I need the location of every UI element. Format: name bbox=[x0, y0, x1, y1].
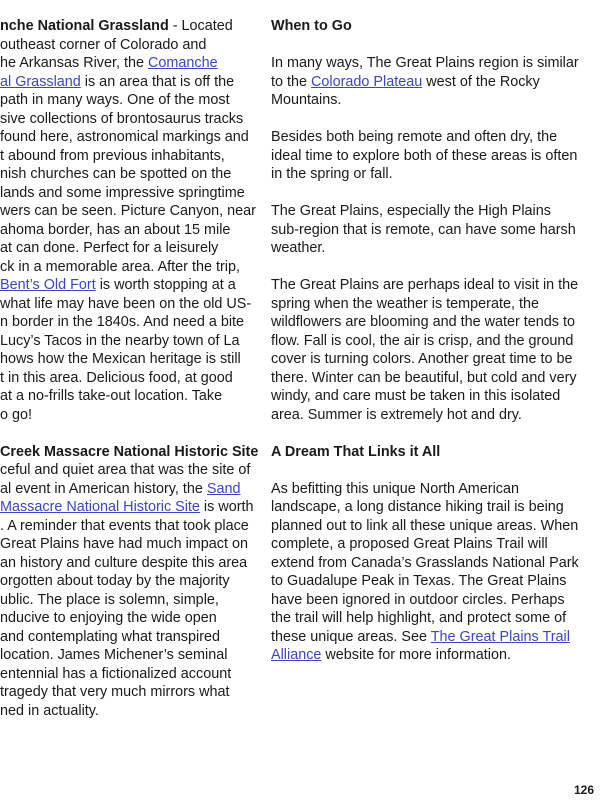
paragraph-remote: Besides both being remote and often dry, the ideal time to explore both of these areas is often in the spring or fall. bbox=[271, 129, 578, 182]
paragraph-trail bbox=[271, 480, 581, 665]
left-para-comanche bbox=[0, 17, 256, 424]
sand-creek-heading: Creek Massacre National Historic Site bbox=[0, 443, 259, 460]
page-number: 126 bbox=[573, 783, 594, 797]
text-line: entennial has a fictionalized account bbox=[0, 665, 232, 682]
colorado-plateau-link[interactable]: Colorado Plateau bbox=[311, 73, 423, 90]
text-line: is worth stopping at a bbox=[95, 277, 236, 293]
text-line: sive collections of brontosaurus tracks bbox=[0, 110, 244, 127]
great-plains-trail-alliance-link[interactable]: The Great Plains Trail Alliance bbox=[271, 628, 570, 663]
text-line: he Arkansas River, the bbox=[0, 55, 148, 71]
left-column bbox=[0, 17, 259, 720]
comanche-link-cont[interactable]: al Grassland bbox=[0, 73, 81, 90]
sand-creek-link-cont[interactable]: Massacre National Historic Site bbox=[0, 499, 200, 515]
text-line: - Located bbox=[168, 18, 233, 34]
text-line: ahoma border, has an about 15 mile bbox=[0, 221, 231, 238]
text-line: ned in actuality. bbox=[0, 702, 99, 719]
paragraph-weather: The Great Plains, especially the High Plains sub-region that is remote, can have some harsh weather. bbox=[271, 203, 576, 256]
dream-heading: A Dream That Links it All bbox=[271, 443, 441, 460]
bents-old-fort-link[interactable]: Bent’s Old Fort bbox=[0, 277, 96, 293]
text-line: nducive to enjoying the wide open bbox=[0, 610, 217, 626]
left-column-clip bbox=[0, 0, 260, 800]
text-line: at can done. Perfect for a leisurely bbox=[0, 240, 219, 256]
text-line: lands and some impressive springtime bbox=[0, 184, 245, 201]
text-line: n border in the 1840s. And need a bite bbox=[0, 314, 245, 330]
text-line: path in many ways. One of the most bbox=[0, 92, 230, 108]
text-span: In many ways, The Great Plains region is similar to the bbox=[271, 55, 579, 90]
text-line: is worth bbox=[199, 499, 254, 515]
text-line: ck in a memorable area. After the trip, bbox=[0, 258, 240, 275]
text-line: outheast corner of Colorado and bbox=[0, 36, 207, 53]
left-para-sand-creek bbox=[0, 443, 259, 721]
text-line: Great Plains have had much impact on bbox=[0, 536, 248, 552]
text-line: an history and culture despite this area bbox=[0, 554, 248, 571]
text-line: is an area that is off the bbox=[80, 73, 235, 90]
text-line: o go! bbox=[0, 406, 33, 423]
text-span: website for more information. bbox=[321, 647, 511, 663]
text-line: t in this area. Delicious food, at good bbox=[0, 369, 233, 386]
text-line: location. James Michener’s seminal bbox=[0, 647, 228, 663]
text-line: and contemplating what transpired bbox=[0, 628, 220, 645]
text-line: at a no-frills take-out location. Take bbox=[0, 388, 223, 404]
text-line: . A reminder that events that took place bbox=[0, 517, 249, 534]
paragraph-plateau bbox=[271, 54, 581, 110]
sand-creek-link[interactable]: Sand bbox=[206, 480, 241, 497]
comanche-heading: nche National Grassland bbox=[0, 18, 169, 34]
text-line: ublic. The place is solemn, simple, bbox=[0, 591, 219, 608]
text-line: Lucy’s Tacos in the nearby town of La bbox=[0, 332, 240, 349]
text-line: orgotten about today by the majority bbox=[0, 573, 230, 589]
paragraph-seasons: The Great Plains are perhaps ideal to visit in the spring when the weather is temperate, the wildflowers are blooming and the water tends to flow. Fall is cool, the air is crisp, and the ground cover is turning colors. Another great time to be there. Winter can be beautiful, but cold and very windy, and care must be taken in this isolated area. Summer is extremely hot and dry. bbox=[271, 277, 579, 423]
right-column bbox=[271, 17, 581, 683]
text-line: nish churches can be spotted on the bbox=[0, 166, 232, 182]
text-line: ceful and quiet area that was the site of bbox=[0, 462, 251, 478]
text-line: tragedy that very much mirrors what bbox=[0, 684, 230, 700]
text-line: what life may have been on the old US- bbox=[0, 295, 252, 312]
when-to-go-heading: When to Go bbox=[271, 18, 352, 34]
text-span: west of the Rocky Mountains. bbox=[271, 73, 540, 108]
text-line: wers can be seen. Picture Canyon, near bbox=[0, 203, 256, 219]
comanche-link[interactable]: Comanche bbox=[147, 55, 218, 71]
text-line: t abound from previous inhabitants, bbox=[0, 147, 225, 164]
text-line: hows how the Mexican heritage is still bbox=[0, 351, 241, 367]
text-line: found here, astronomical markings and bbox=[0, 129, 249, 145]
text-line: al event in American history, the bbox=[0, 480, 207, 497]
text-span: As befitting this unique North American landscape, a long distance hiking trail is being planned out to link all these unique areas. When complete, a proposed Great Plains Trail will extend from Canada’s Grasslands National Park to Guadalupe Peak in Texas. The Great Plains have been ignored in outdoor circles. Perhaps the trail will help highlight, and protect some of these unique areas. See bbox=[271, 480, 579, 645]
